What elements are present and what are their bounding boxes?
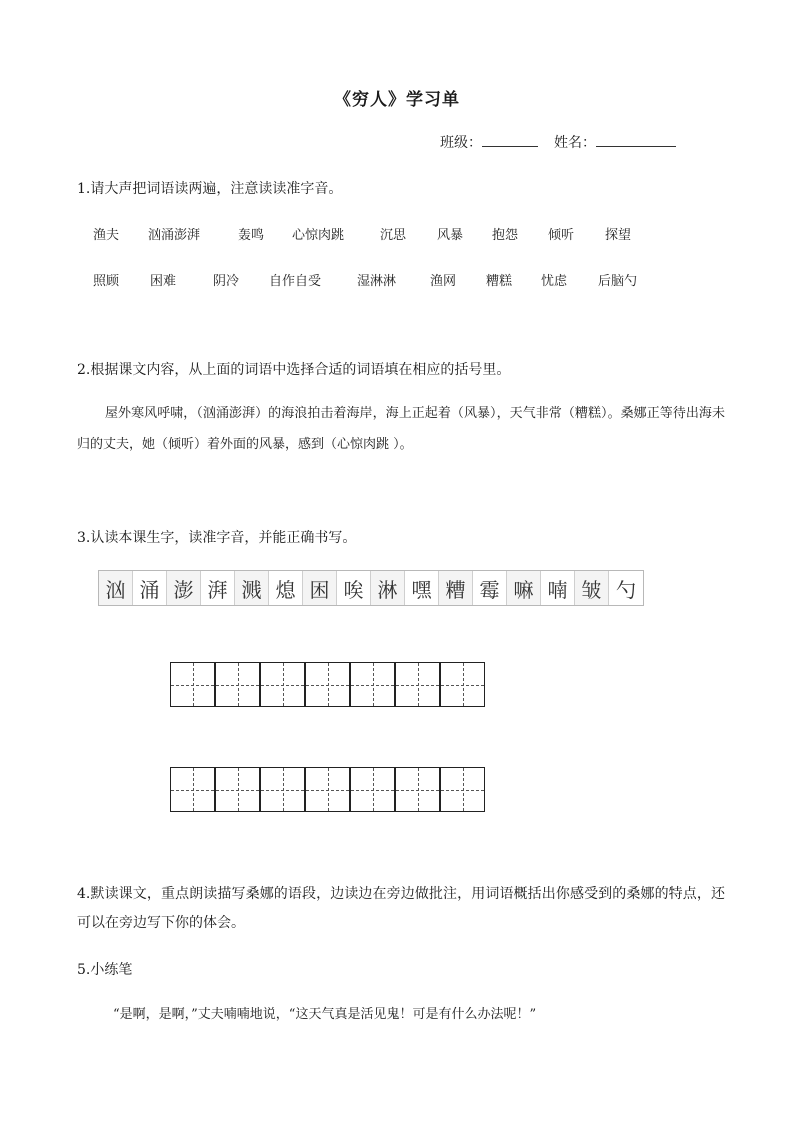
tian-grid-cell[interactable]: [305, 767, 350, 812]
char-cell: 嘛: [507, 571, 541, 605]
tian-grid-cell[interactable]: [260, 767, 305, 812]
name-blank[interactable]: [596, 132, 676, 147]
vocab-word: 阴冷: [213, 274, 240, 289]
tian-grid-cell[interactable]: [260, 662, 305, 707]
char-cell: 糟: [439, 571, 473, 605]
practice-quote: “是啊，是啊，”丈夫喃喃地说，“这天气真是活见鬼！可是有什么办法呢！”: [113, 1007, 537, 1022]
tian-grid-cell[interactable]: [305, 662, 350, 707]
vocab-word: 风暴: [437, 228, 464, 243]
vocab-word: 抱怨: [492, 228, 519, 243]
char-cell: 喃: [541, 571, 575, 605]
question-5: 5.小练笔: [77, 962, 133, 978]
char-cell: 湃: [201, 571, 235, 605]
class-label: 班级：: [440, 135, 482, 151]
tian-grid-cell[interactable]: [440, 662, 485, 707]
page-title: 《穷人》学习单: [334, 90, 460, 110]
tian-grid-cell[interactable]: [395, 767, 440, 812]
new-characters-strip: [98, 570, 644, 606]
char-cell: 溅: [235, 571, 269, 605]
student-info: [440, 132, 676, 152]
vocab-word: 湿淋淋: [357, 274, 397, 289]
char-cell: 澎: [167, 571, 201, 605]
char-cell: 嘿: [405, 571, 439, 605]
vocab-word: 心惊肉跳: [292, 228, 345, 243]
tian-grid-cell[interactable]: [170, 767, 215, 812]
char-cell: 皱: [575, 571, 609, 605]
vocab-word: 探望: [605, 228, 632, 243]
char-cell: 唉: [337, 571, 371, 605]
char-cell: 涌: [133, 571, 167, 605]
class-blank[interactable]: [482, 132, 538, 147]
tian-grid-cell[interactable]: [215, 767, 260, 812]
vocab-word: 忧虑: [541, 274, 568, 289]
vocab-word: 糟糕: [486, 274, 513, 289]
vocab-word: 后脑勺: [598, 274, 638, 289]
tian-grid-cell[interactable]: [350, 767, 395, 812]
tian-grid-cell[interactable]: [395, 662, 440, 707]
writing-grid-row-2: [170, 767, 485, 812]
char-cell: 淋: [371, 571, 405, 605]
vocab-word: 倾听: [548, 228, 575, 243]
tian-grid-cell[interactable]: [215, 662, 260, 707]
vocab-word: 汹涌澎湃: [148, 228, 201, 243]
char-cell: 熄: [269, 571, 303, 605]
vocab-word: 自作自受: [269, 274, 322, 289]
vocab-word: 渔夫: [93, 228, 120, 243]
question-2: 2.根据课文内容，从上面的词语中选择合适的词语填在相应的括号里。: [77, 362, 511, 378]
char-cell: 困: [303, 571, 337, 605]
vocab-word: 沉思: [380, 228, 407, 243]
char-cell: 勺: [609, 571, 643, 605]
vocab-word: 照顾: [93, 274, 120, 289]
tian-grid-cell[interactable]: [440, 767, 485, 812]
writing-grid-row-1: [170, 662, 485, 707]
question-1: 1.请大声把词语读两遍，注意读读准字音。: [77, 181, 343, 197]
tian-grid-cell[interactable]: [350, 662, 395, 707]
vocab-word: 轰鸣: [238, 228, 265, 243]
tian-grid-cell[interactable]: [170, 662, 215, 707]
name-label: 姓名：: [554, 135, 596, 151]
question-4: 4.默读课文，重点朗读描写桑娜的语段，边读边在旁边做批注，用词语概括出你感受到的桑娜的特点，还可以在旁边写下你的体会。: [77, 886, 725, 931]
char-cell: 汹: [99, 571, 133, 605]
vocab-word: 困难: [150, 274, 177, 289]
fill-paragraph: 屋外寒风呼啸，（汹涌澎湃）的海浪拍击着海岸，海上正起着（风暴），天气非常（糟糕）。桑娜正等待出海未归的丈夫，她（倾听）着外面的风暴，感到（心惊肉跳 ）。: [77, 406, 725, 452]
char-cell: 霉: [473, 571, 507, 605]
question-3: 3.认读本课生字，读准字音，并能正确书写。: [77, 530, 357, 546]
vocab-word: 渔网: [430, 274, 457, 289]
